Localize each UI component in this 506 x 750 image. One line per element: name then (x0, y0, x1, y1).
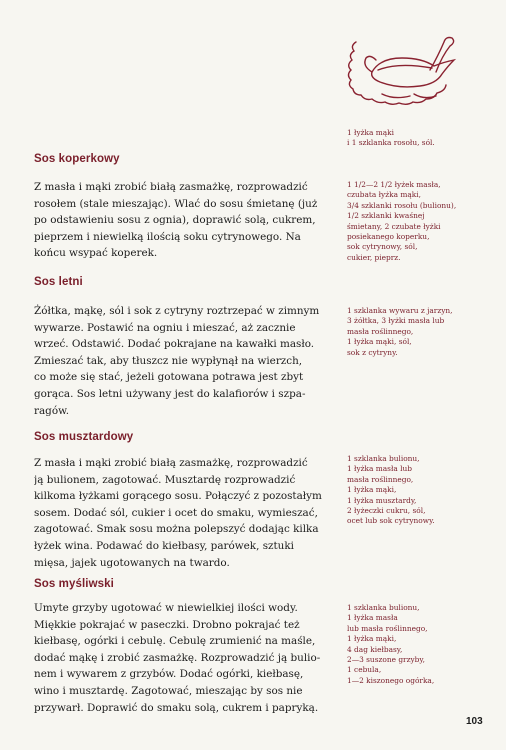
instruction-line: kiełbasę, ogórki i cebulę. Cebulę zrumienić na maśle, (34, 635, 316, 648)
recipe-title-koperkowy: Sos koperkowy (34, 153, 120, 165)
ingredient-line: 1 łyżka mąki, (347, 485, 397, 495)
ingredient-line: 1 1/2—2 1/2 łyżek masła, (347, 180, 441, 189)
ingredient-line: 1 szklanka bulionu, (347, 454, 420, 463)
ingredient-line: czubata łyżka mąki, (347, 190, 421, 200)
instruction-line: sosem. Dodać sól, cukier i ocet do smaku, wymieszać, (34, 506, 318, 519)
ingredient-line: 3 żółtka, 3 łyżki masła lub (347, 316, 445, 326)
recipe-title-mysliwski: Sos myśliwski (34, 578, 114, 590)
recipe-title-letni: Sos letni (34, 276, 83, 288)
recipe-title-musztardowy: Sos musztardowy (34, 431, 134, 443)
instruction-line: zagotować. Smak sosu można polepszyć dodając kilka (34, 523, 319, 536)
instruction-line: wrzeć. Odstawić. Dodać pokrajane na kawałki masło. (34, 338, 315, 351)
instruction-line: kilkoma łyżkami gorącego sosu. Połączyć z pozostałym (34, 490, 322, 503)
ingredient-line: 1 szklanka bulionu, (347, 603, 420, 612)
page-number: 103 (466, 716, 483, 727)
instruction-line: rosołem (stale mieszając). Wlać do sosu śmietanę (już (34, 197, 318, 210)
ingredient-line: 1 łyżka mąki (347, 128, 395, 137)
instruction-line: Umyte grzyby ugotować w niewielkiej ilości wody. (34, 602, 298, 614)
instruction-line: ją bulionem, zagotować. Musztardę rozprowadzić (34, 473, 296, 486)
instruction-line: przywarł. Doprawić do smaku solą, cukrem i papryką. (34, 701, 319, 714)
instruction-line: Miękkie pokrajać w paseczki. Drobno pokrajać też (34, 618, 300, 631)
instruction-line: ragów. (34, 404, 70, 417)
ingredient-line: 1/2 szklanki kwaśnej (347, 211, 425, 221)
ingredient-line: 2 łyżeczki cukru, sól, (347, 506, 426, 516)
recipe-instructions-mysliwski (34, 600, 334, 716)
ingredient-line: 1—2 kiszonego ogórka, (347, 675, 435, 685)
ingredient-line: 3/4 szklanki rosołu (bulionu), (347, 200, 457, 210)
recipe-instructions-musztardowy (34, 455, 334, 571)
recipe-ingredients-mysliwski (347, 603, 497, 686)
instruction-line: dodać mąkę i zrobić zasmażkę. Rozprowadzić ją bulio- (34, 651, 321, 664)
ingredient-line: 1 łyżka mąki, sól, (347, 337, 412, 347)
instruction-line: końcu wsypać koperek. (34, 247, 158, 260)
intro-ingredients (347, 128, 497, 149)
recipe-ingredients-musztardowy (347, 454, 497, 527)
ingredient-line: lub masła roślinnego, (347, 623, 428, 633)
ingredient-line: 1 łyżka masła lub (347, 464, 412, 474)
ingredient-line: 1 łyżka mąki, (347, 634, 397, 644)
instruction-line: gorąca. Sos letni używany jest do kalafiorów i szpa- (34, 387, 306, 400)
ingredient-line: sok cytrynowy, sól, (347, 242, 418, 252)
instruction-line: co może się stać, jeżeli gotowana potrawa jest zbyt (34, 371, 304, 384)
instruction-line: Z masła i mąki zrobić białą zasmażkę, rozprowadzić (34, 457, 308, 469)
instruction-line: Zmieszać tak, aby tłuszcz nie wypłynął na wierzch, (34, 354, 303, 367)
ingredient-line: masła roślinnego, (347, 474, 414, 484)
instruction-line: Żółtka, mąkę, sól i sok z cytryny roztrzepać w zimnym (34, 305, 320, 317)
ingredient-line: ocet lub sok cytrynowy. (347, 516, 435, 526)
ingredient-line: śmietany, 2 czubate łyżki (347, 221, 441, 231)
ingredient-line: 2—3 suszone grzyby, (347, 655, 425, 665)
gravy-boat-illustration (344, 30, 464, 112)
recipe-ingredients-letni (347, 306, 497, 358)
instruction-line: nem i wywarem z grzybów. Dodać ogórki, kiełbasę, (34, 668, 304, 681)
ingredient-line: 1 łyżka masła (347, 613, 398, 623)
ingredient-line: 4 dag kiełbasy, (347, 644, 403, 654)
ingredient-line: sok z cytryny. (347, 347, 398, 357)
ingredient-line: posiekanego koperku, (347, 232, 430, 242)
ingredient-line: 1 cebula, (347, 665, 382, 675)
instruction-line: wywarze. Postawić na ogniu i mieszać, aż zacznie (34, 321, 296, 334)
instruction-line: po odstawieniu sosu z ognia), doprawić solą, cukrem, (34, 214, 316, 227)
instruction-line: mięsa, jajek ugotowanych na twardo. (34, 556, 230, 569)
instruction-line: Z masła i mąki zrobić białą zasmażkę, rozprowadzić (34, 181, 308, 193)
instruction-line: wino i musztardę. Zagotować, mieszając by sos nie (34, 684, 303, 697)
recipe-instructions-letni (34, 303, 334, 419)
ingredient-line: 1 szklanka wywaru z jarzyn, (347, 306, 453, 315)
ingredient-line: cukier, pieprz. (347, 252, 401, 262)
instruction-line: pieprzem i niewielką ilością soku cytrynowego. Na (34, 230, 301, 243)
recipe-instructions-koperkowy (34, 179, 334, 262)
instruction-line: łyżek wina. Podawać do kiełbasy, parówek, sztuki (34, 539, 294, 552)
ingredient-line: masła roślinnego, (347, 326, 414, 336)
recipe-ingredients-koperkowy (347, 180, 497, 263)
ingredient-line: i 1 szklanka rosołu, sól. (347, 138, 435, 148)
ingredient-line: 1 łyżka musztardy, (347, 495, 417, 505)
